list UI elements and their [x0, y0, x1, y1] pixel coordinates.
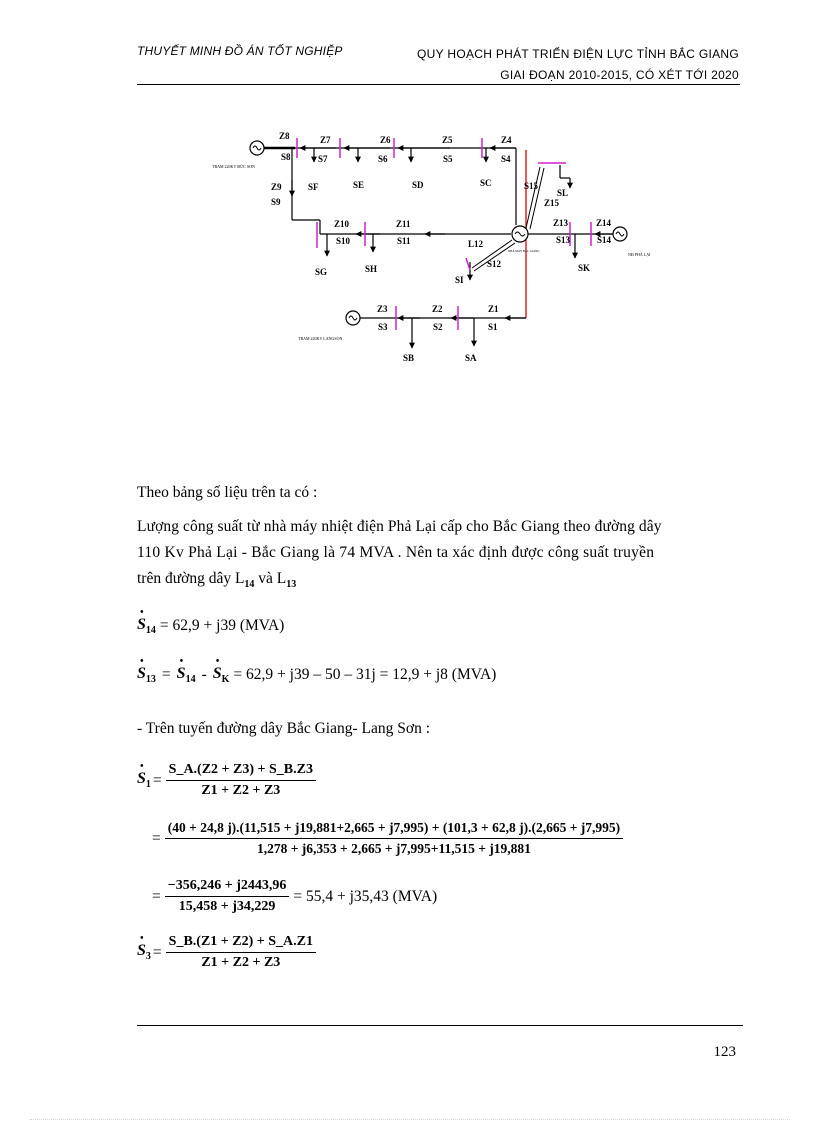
equal-sign-s3: =: [152, 943, 162, 961]
label-se: SE: [353, 180, 365, 190]
label-s7: S7: [318, 154, 328, 164]
paragraph-line-2: 110 Kv Phả Lại - Bắc Giang là 74 MVA . Nên ta xác định được công suất truyền: [137, 544, 655, 561]
paragraph-line-3: [137, 570, 296, 590]
header-left-title: THUYẾT MINH ĐỒ ÁN TỐT NGHIỆP: [137, 44, 343, 58]
equation-s1-result: [152, 878, 437, 915]
label-z6: Z6: [380, 135, 391, 145]
subscript-l13: 13: [286, 579, 297, 591]
network-diagram: [200, 120, 660, 385]
equation-s13: [137, 665, 496, 685]
label-s3: S3: [378, 322, 388, 332]
label-z11: Z11: [396, 219, 411, 229]
equation-s13-rhs: = 62,9 + j39 – 50 – 31j = 12,9 + j8 (MVA): [233, 666, 497, 684]
label-s1: S1: [488, 322, 498, 332]
header-right-line2: GIAI ĐOẠN 2010-2015, CÓ XÉT TỚI 2020: [500, 68, 739, 82]
label-station-dinh-son: TRAM 220KV ĐỨC SƠN: [212, 164, 255, 169]
equation-s1-result-value: = 55,4 + j35,43 (MVA): [293, 887, 438, 905]
page-bottom-dotted-line: [30, 1119, 790, 1120]
paragraph-line-3-and: và L: [254, 570, 287, 587]
label-z9: Z9: [271, 182, 282, 192]
equal-sign-s1: =: [152, 771, 162, 789]
fraction-result-denominator: 15,458 + j34,229: [178, 899, 276, 914]
equation-s14: [137, 616, 284, 636]
label-s4: S4: [501, 154, 511, 164]
equation-s14-rhs: = 62,9 + j39 (MVA): [159, 617, 285, 635]
page-number: 123: [713, 1044, 736, 1060]
subscript-l14: 14: [244, 579, 255, 591]
equal-sign-sub: =: [152, 829, 161, 847]
label-s14: S14: [597, 235, 612, 245]
label-sk: SK: [578, 263, 591, 273]
label-sb: SB: [403, 353, 415, 363]
equal-sign-result: =: [152, 887, 161, 905]
label-s11: S11: [397, 236, 411, 246]
vector-s14: • $S_{14}$: [137, 616, 156, 636]
label-s10: S10: [336, 236, 351, 246]
label-z2: Z2: [432, 304, 443, 314]
label-l12: L12: [468, 239, 484, 249]
label-station-lang-son: TRAM 220KV LANGSON: [298, 336, 343, 341]
label-s13: S13: [556, 235, 571, 245]
header-rule: [137, 84, 740, 85]
minus-sign: -: [201, 666, 207, 684]
label-s12: S12: [487, 259, 502, 269]
vector-s13: • $S_{13}$: [137, 665, 156, 685]
header-right-line1: QUY HOẠCH PHÁT TRIỂN ĐIỆN LỰC TỈNH BẮC GIANG: [417, 47, 739, 61]
fraction-s3-numerator: S_B.(Z1 + Z2) + S_A.Z1: [166, 934, 316, 953]
label-z10: Z10: [334, 219, 350, 229]
label-sa: SA: [465, 353, 477, 363]
paragraph-line-3-text: trên đường dây L: [137, 570, 245, 587]
label-sd: SD: [412, 180, 424, 190]
paragraph-line-1: Lượng công suất từ nhà máy nhiệt điện Phả Lại cấp cho Bắc Giang theo đường dây: [137, 518, 662, 535]
equation-s1: [137, 762, 320, 799]
fraction-result: [165, 878, 290, 915]
fraction-s3: [166, 934, 316, 971]
equal-sign: =: [161, 666, 171, 684]
label-z13: Z13: [553, 218, 569, 228]
header-right-title: [417, 44, 739, 86]
label-z4: Z4: [501, 135, 512, 145]
label-z3: Z3: [377, 304, 388, 314]
fraction-s1: [166, 762, 316, 799]
label-s15: S15: [524, 181, 539, 191]
label-z15: Z15: [544, 198, 560, 208]
fraction-result-numerator: −356,246 + j2443,96: [165, 878, 290, 897]
section-bac-giang-lang-son: - Trên tuyến đường dây Bắc Giang- Lang Sơn :: [137, 720, 430, 737]
paragraph-intro: Theo bảng số liệu trên ta có :: [137, 484, 318, 501]
label-sg: SG: [315, 267, 328, 277]
fraction-s1-denominator: Z1 + Z2 + Z3: [201, 783, 281, 798]
label-z14: Z14: [596, 218, 612, 228]
label-sl: SL: [557, 188, 569, 198]
label-s8: S8: [281, 152, 291, 162]
vector-s3: • $S_3$: [137, 942, 151, 962]
fraction-substitution: [165, 820, 623, 857]
label-z8: Z8: [279, 131, 290, 141]
fraction-s3-denominator: Z1 + Z2 + Z3: [201, 955, 281, 970]
fraction-substitution-denominator: 1,278 + j6,353 + 2,665 + j7,995+11,515 + j19,881: [256, 841, 531, 856]
vector-sk: • $S_K$: [213, 665, 230, 685]
equation-s1-substitution: [152, 820, 627, 857]
label-s5: S5: [443, 154, 453, 164]
label-si: SI: [455, 275, 464, 285]
label-s6: S6: [378, 154, 388, 164]
vector-s1: • $S_1$: [137, 770, 151, 790]
fraction-s1-numerator: S_A.(Z2 + Z3) + S_B.Z3: [166, 762, 316, 781]
label-station-bac-giang: NHÀ MÁY BẮC GIANG: [508, 249, 540, 253]
label-z1: Z1: [488, 304, 499, 314]
label-sc: SC: [480, 178, 492, 188]
label-z7: Z7: [320, 135, 331, 145]
label-sf: SF: [308, 182, 319, 192]
label-sh: SH: [365, 264, 378, 274]
fraction-substitution-numerator: (40 + 24,8 j).(11,515 + j19,881+2,665 + j7,995) + (101,3 + 62,8 j).(2,665 + j7,995): [165, 820, 623, 839]
footer-rule: [137, 1025, 743, 1026]
equation-s3: [137, 934, 320, 971]
label-station-pha-lai: NĐ PHẢ LẠI: [628, 252, 651, 257]
vector-s14-b: • $S_{14}$: [177, 665, 196, 685]
label-z5: Z5: [442, 135, 453, 145]
label-s2: S2: [433, 322, 443, 332]
label-s9: S9: [271, 197, 281, 207]
